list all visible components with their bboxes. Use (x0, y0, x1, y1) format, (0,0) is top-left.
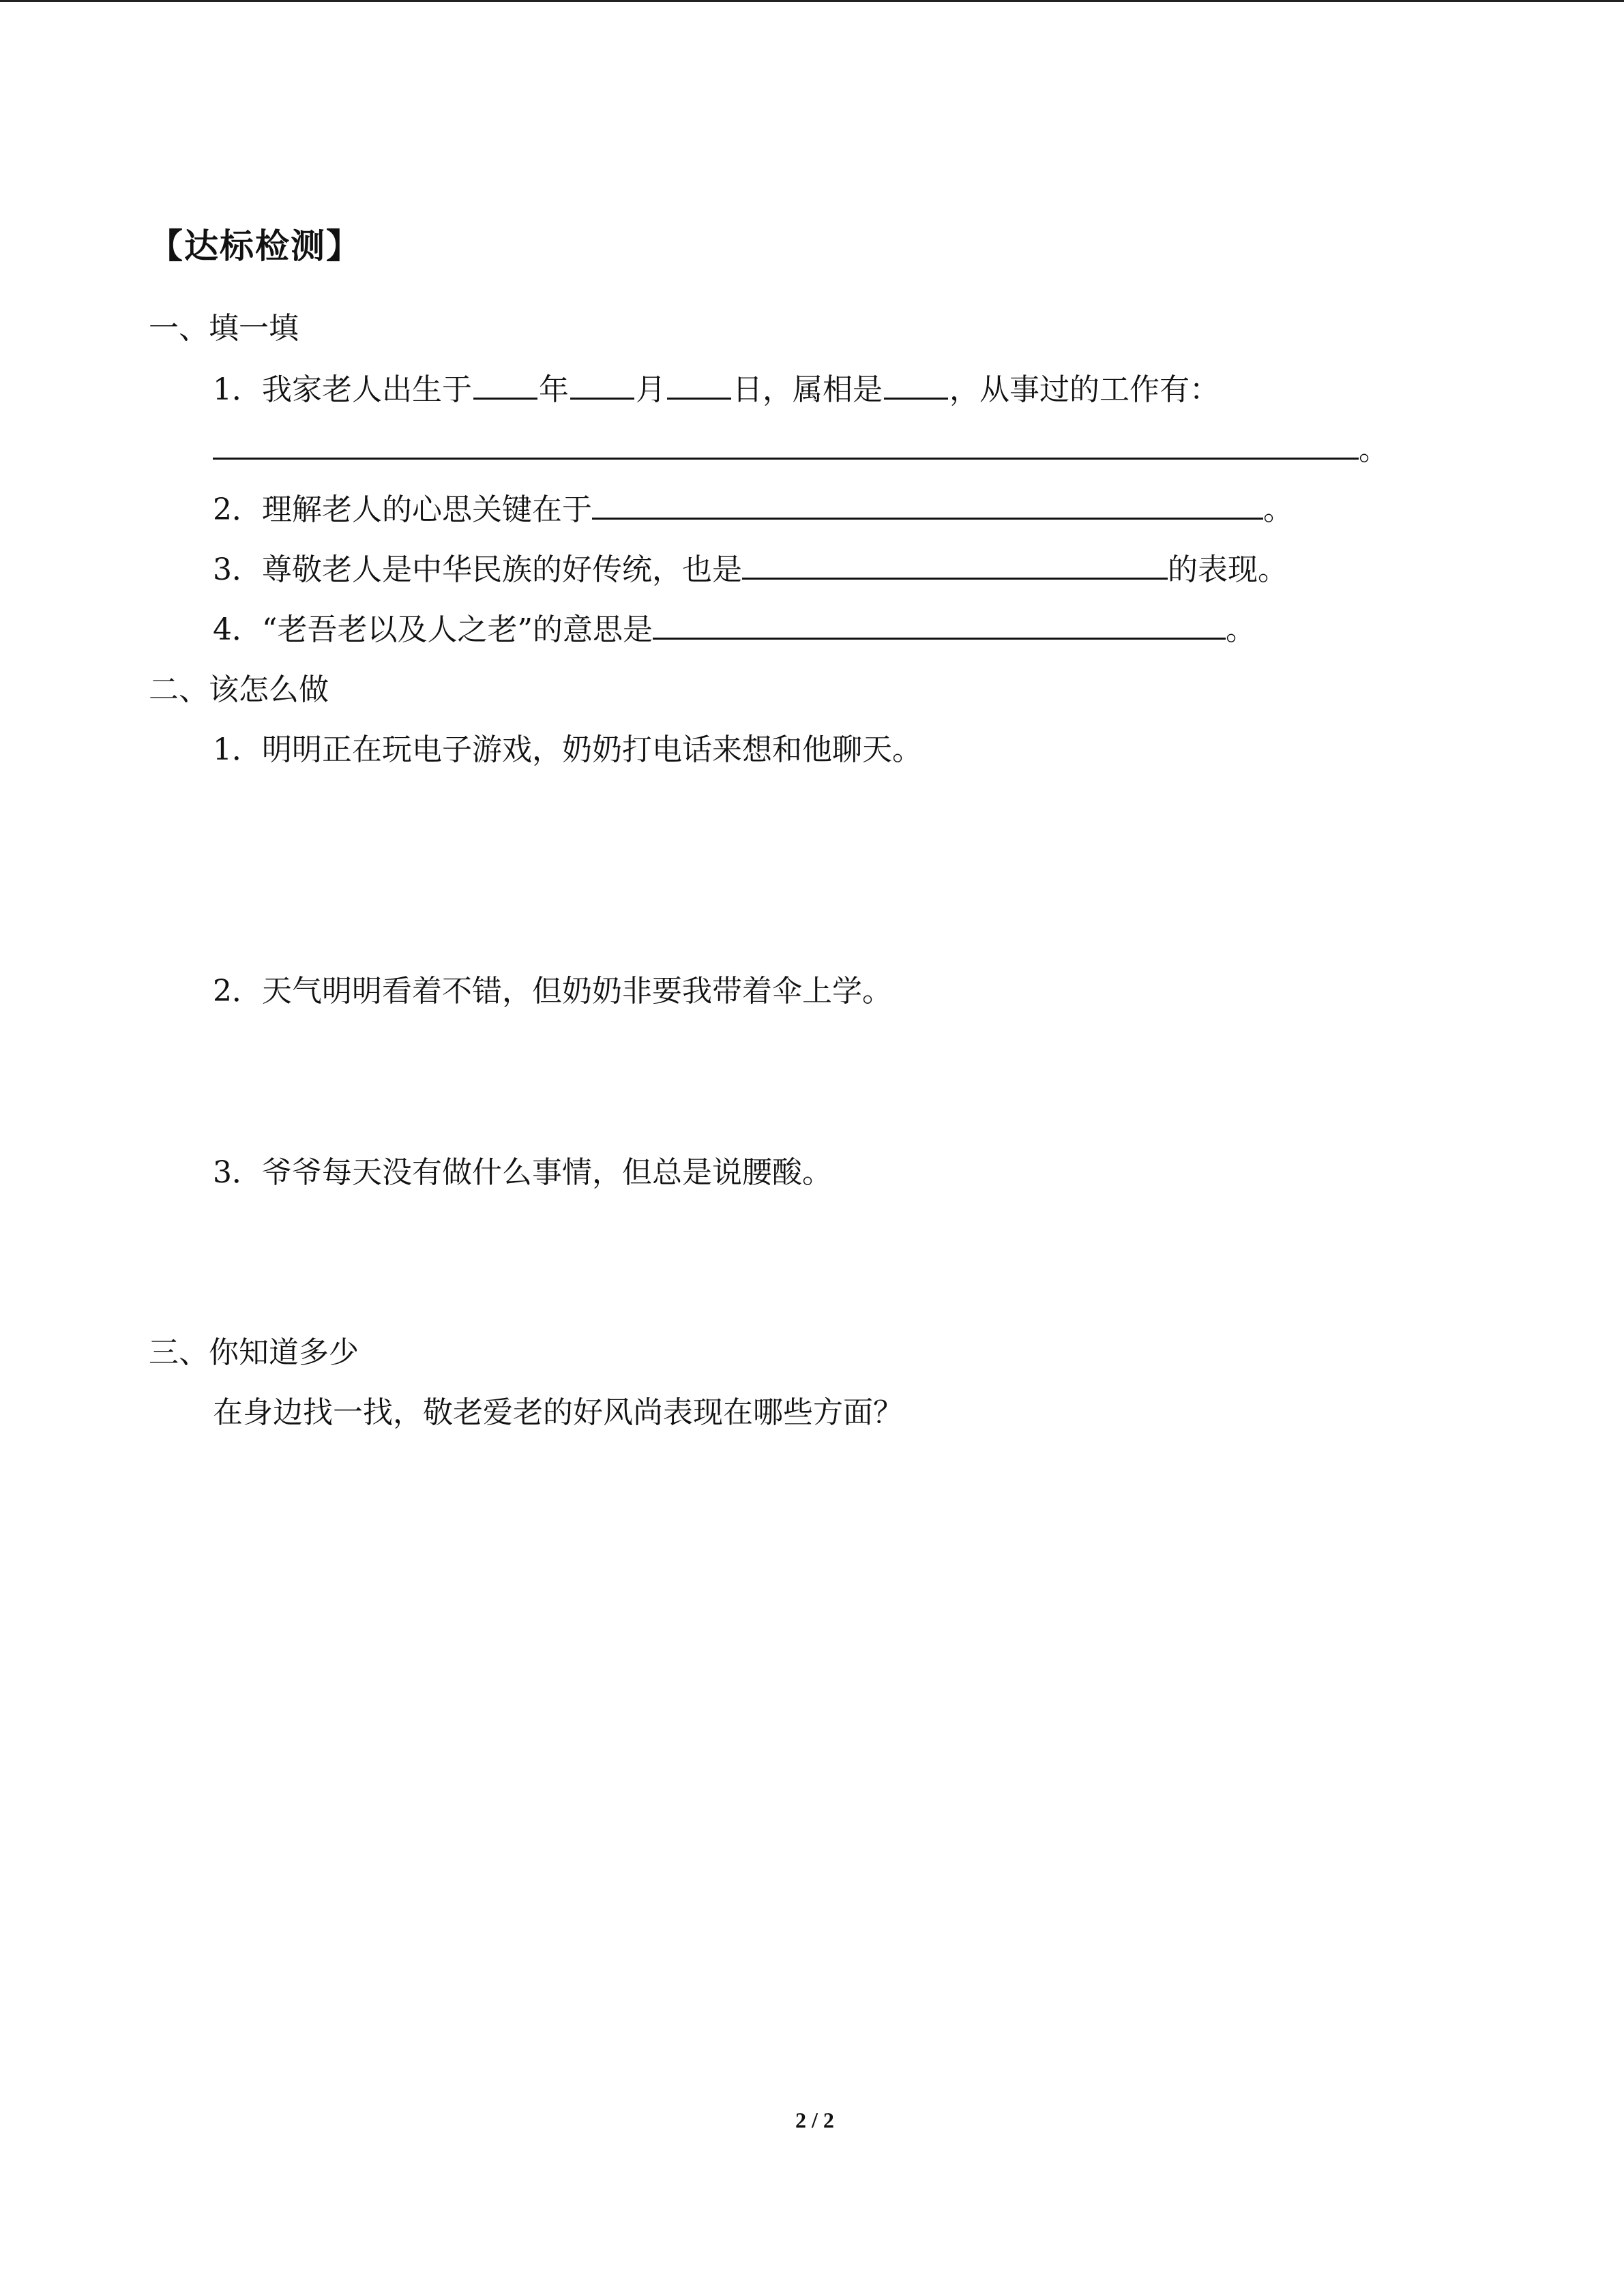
s2-question-3 (213, 1148, 832, 1191)
s1-q2-number: 2． (213, 492, 262, 527)
s2-q1-text: 明明正在玩电子游戏，奶奶打电话来想和他聊天。 (262, 732, 922, 767)
section1-heading: 一、填一填 (149, 311, 299, 346)
s1-q1-number: 1． (213, 372, 262, 407)
s1-q4-blank[interactable] (653, 608, 1226, 640)
s1-q1-text-3: 月 (636, 372, 666, 407)
s1-q2-blank[interactable] (592, 488, 1263, 520)
s2-q3-text: 爷爷每天没有做什么事情，但总是说腰酸。 (262, 1155, 832, 1190)
s1-q1-end: 。 (1359, 432, 1389, 467)
s1-q1-text-4: 日，属相是 (733, 372, 883, 407)
s2-q3-number: 3． (213, 1155, 262, 1190)
s1-q1-text-1: 我家老人出生于 (262, 372, 472, 407)
s2-q2-number: 2． (213, 974, 262, 1009)
s1-q3-blank[interactable] (742, 548, 1168, 580)
s1-q4-text: “老吾老以及人之老”的意思是 (262, 612, 653, 647)
s1-question-2 (213, 485, 1293, 528)
occupation-blank[interactable] (213, 428, 1359, 460)
s1-question-4 (213, 605, 1256, 648)
s1-q1-text-5: ，从事过的工作有： (949, 372, 1220, 407)
s2-q2-text: 天气明明看着不错，但奶奶非要我带着伞上学。 (262, 974, 892, 1009)
s2-question-2 (213, 966, 892, 1010)
s1-q1-answer-line (213, 425, 1389, 468)
birth-day-blank[interactable] (667, 368, 731, 400)
s1-q2-text: 理解老人的心思关键在于 (262, 492, 592, 527)
birth-year-blank[interactable] (473, 368, 537, 400)
s1-q3-number: 3． (213, 552, 262, 587)
page-number: 2 / 2 (795, 2108, 834, 2132)
s1-question-3 (213, 545, 1288, 588)
s3-question: 在身边找一找，敬老爱老的好风尚表现在哪些方面？ (213, 1395, 903, 1430)
s1-q3-text: 尊敬老人是中华民族的好传统，也是 (262, 552, 742, 587)
section3-heading: 三、你知道多少 (149, 1335, 359, 1370)
s1-q4-end: 。 (1226, 612, 1256, 647)
zodiac-blank[interactable] (884, 368, 948, 400)
s1-q1-text-2: 年 (539, 372, 569, 407)
s2-q1-number: 1． (213, 732, 262, 767)
page-title: 【达标检测】 (149, 226, 361, 266)
s1-q3-end: 的表现。 (1168, 552, 1288, 587)
section2-heading: 二、该怎么做 (149, 672, 329, 707)
s1-q4-number: 4． (213, 612, 262, 647)
s2-question-1 (213, 725, 922, 769)
birth-month-blank[interactable] (570, 368, 634, 400)
s1-question-1 (213, 365, 1220, 408)
s1-q2-end: 。 (1263, 492, 1293, 527)
